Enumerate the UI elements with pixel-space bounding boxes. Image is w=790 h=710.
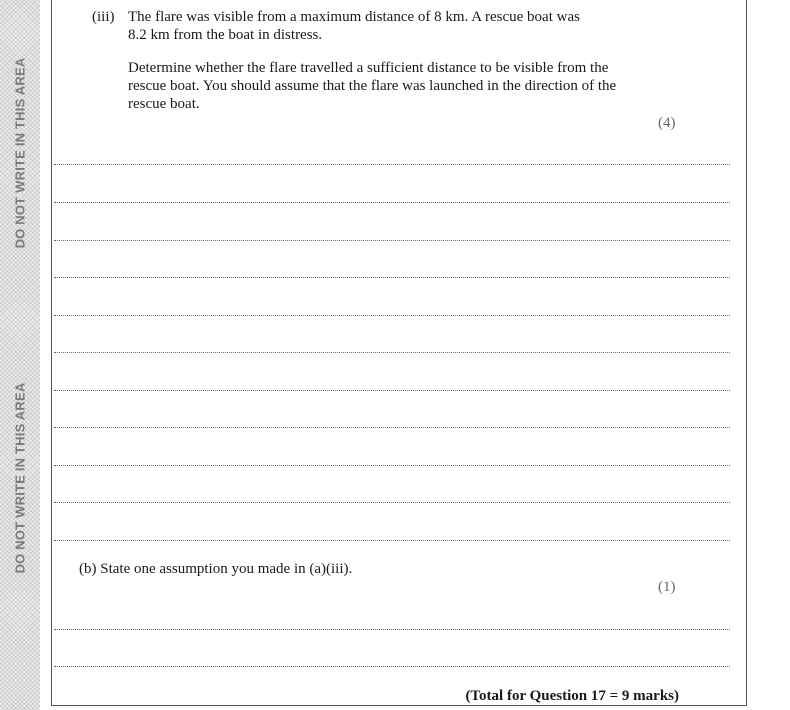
marks-part-b: (1) [658, 579, 676, 595]
do-not-write-warning-bottom: DO NOT WRITE IN THIS AREA [12, 382, 28, 574]
part-iii-line-1: The flare was visible from a maximum distance of 8 km. A rescue boat was [128, 9, 580, 25]
do-not-write-warning-top: DO NOT WRITE IN THIS AREA [12, 57, 28, 249]
page-bottom-rule [51, 705, 747, 706]
answer-line[interactable] [54, 315, 730, 316]
answer-line[interactable] [54, 540, 730, 541]
part-iii-number: (iii) [92, 9, 115, 25]
instruction-line-3: rescue boat. [128, 96, 200, 112]
margin-strip [0, 0, 40, 710]
answer-line[interactable] [54, 465, 730, 466]
marks-part-iii: (4) [658, 115, 676, 131]
answer-line[interactable] [54, 352, 730, 353]
instruction-line-1: Determine whether the flare travelled a sufficient distance to be visible from the [128, 60, 609, 76]
answer-line[interactable] [54, 502, 730, 503]
answer-line[interactable] [54, 240, 730, 241]
answer-line[interactable] [54, 629, 730, 630]
part-b-question: (b) State one assumption you made in (a)(iii). [79, 561, 353, 577]
answer-line[interactable] [54, 164, 730, 165]
instruction-line-2: rescue boat. You should assume that the flare was launched in the direction of the [128, 78, 617, 94]
answer-line[interactable] [54, 666, 730, 667]
answer-line[interactable] [54, 390, 730, 391]
question-total: (Total for Question 17 = 9 marks) [465, 688, 679, 704]
answer-line[interactable] [54, 427, 730, 428]
answer-line[interactable] [54, 202, 730, 203]
part-iii-line-2: 8.2 km from the boat in distress. [128, 27, 323, 43]
answer-line[interactable] [54, 277, 730, 278]
